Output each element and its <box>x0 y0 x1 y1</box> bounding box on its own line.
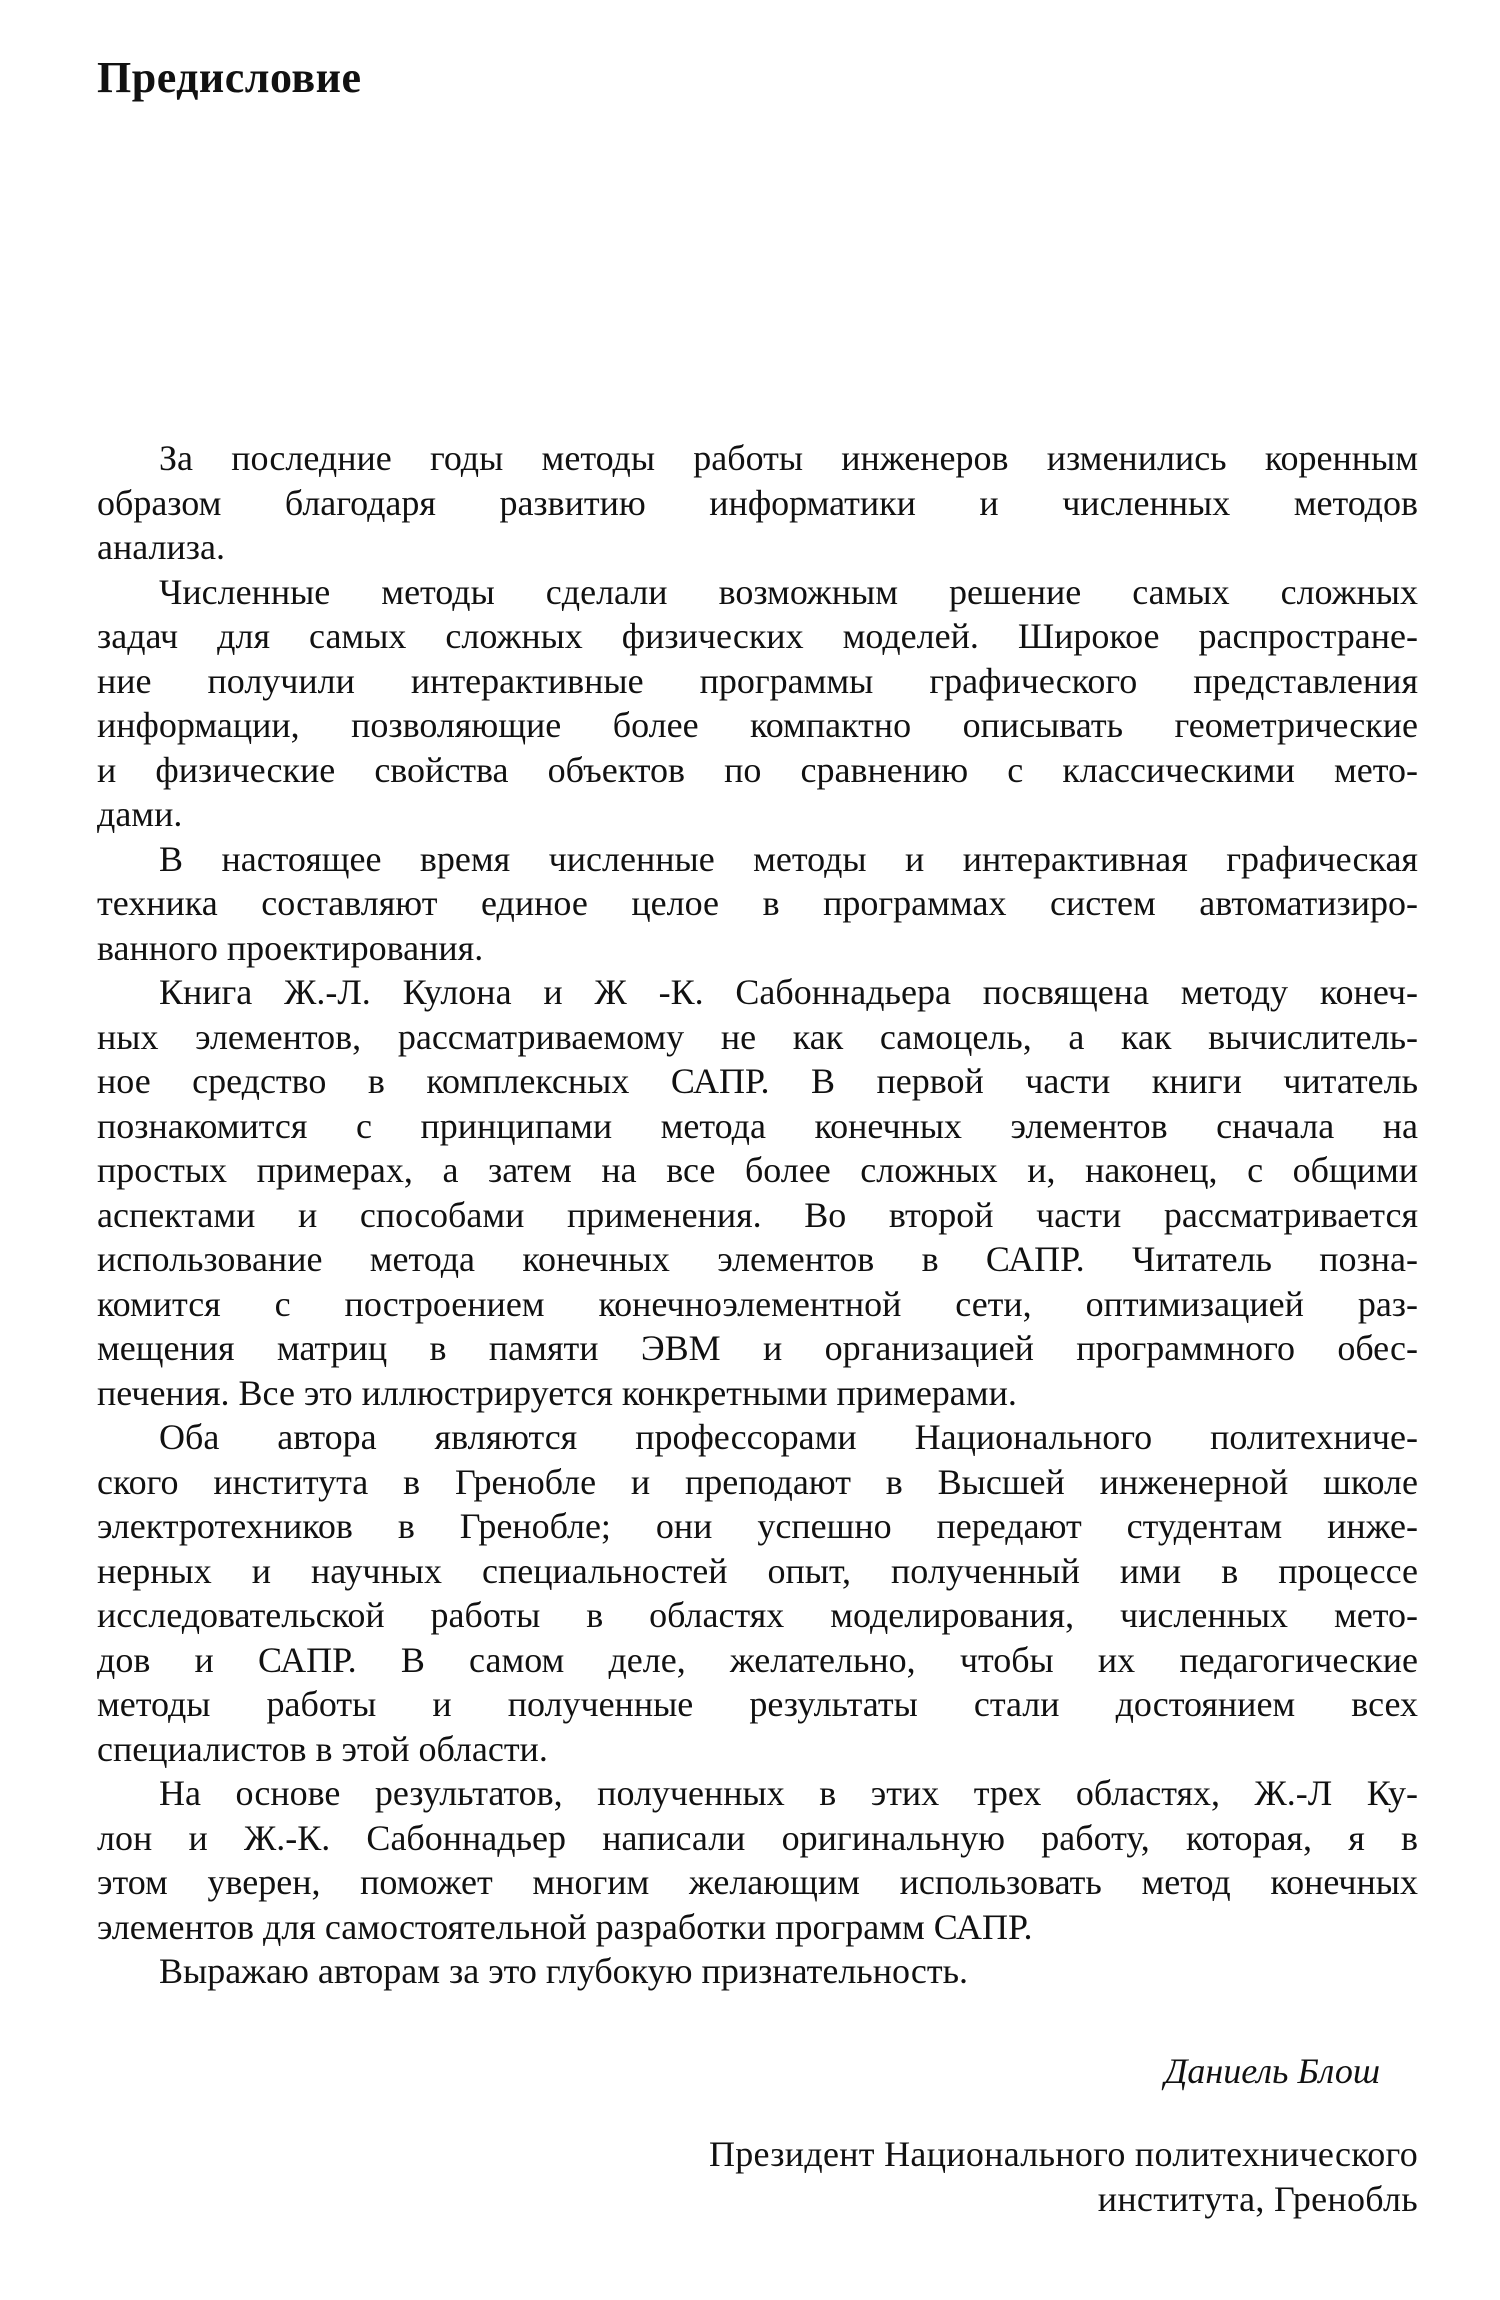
paragraph-line: нерных и научных специальностей опыт, полученный ими в процессе <box>97 1550 1418 1591</box>
paragraph-line: познакомится с принципами метода конечных элементов сначала на <box>97 1105 1418 1146</box>
paragraph-line: исследовательской работы в областях моделирования, численных мето- <box>97 1595 1418 1635</box>
paragraph-line: мещения матриц в памяти ЭВМ и организацией программного обес- <box>97 1328 1418 1368</box>
affiliation-line: института, Гренобль <box>1097 2178 1418 2219</box>
paragraph-line: В настоящее время численные методы и интерактивная графическая <box>159 838 1418 879</box>
paragraph-line: дов и САПР. В самом деле, желательно, чтобы их педагогические <box>97 1639 1418 1680</box>
paragraph-line: Численные методы сделали возможным решение самых сложных <box>159 571 1418 612</box>
paragraph-line: использование метода конечных элементов в САПР. Читатель позна- <box>97 1239 1418 1279</box>
paragraph-line: техника составляют единое целое в программах систем автоматизиро- <box>97 883 1418 923</box>
paragraph-line: комится с построением конечноэлементной сети, оптимизацией раз- <box>97 1283 1418 1324</box>
author-signature: Даниель Блош <box>1164 2051 1380 2091</box>
paragraph-line: лон и Ж.-К. Сабоннадьер написали оригинальную работу, которая, я в <box>97 1817 1418 1858</box>
preface-body <box>97 436 1418 1994</box>
paragraph-line: аспектами и способами применения. Во второй части рассматривается <box>97 1194 1418 1235</box>
paragraph-line: специалистов в этой области. <box>97 1728 548 1769</box>
paragraph-line: образом благодаря развитию информатики и численных методов <box>97 482 1418 523</box>
paragraph-line: анализа. <box>97 527 225 567</box>
author-affiliation <box>709 2132 1418 2221</box>
paragraph-line: простых примерах, а затем на все более сложных и, наконец, с общими <box>97 1150 1418 1190</box>
paragraph-line: электротехников в Гренобле; они успешно передают студентам инже- <box>97 1506 1418 1546</box>
paragraph-line: На основе результатов, полученных в этих трех областях, Ж.-Л Ку- <box>159 1773 1418 1813</box>
paragraph-line: Выражаю авторам за это глубокую признательность. <box>159 1951 968 1991</box>
paragraph-line: информации, позволяющие более компактно описывать геометрические <box>97 705 1418 745</box>
paragraph-line: задач для самых сложных физических моделей. Широкое распростране- <box>97 616 1418 656</box>
paragraph-line: ванного проектирования. <box>97 927 484 968</box>
paragraph-line: методы работы и полученные результаты стали достоянием всех <box>97 1684 1418 1724</box>
paragraph-line: За последние годы методы работы инженеров изменились коренным <box>159 438 1418 478</box>
paragraph-line: элементов для самостоятельной разработки программ САПР. <box>97 1906 1033 1947</box>
paragraph-line: ных элементов, рассматриваемому не как самоцель, а как вычислитель- <box>97 1016 1418 1057</box>
page-title: Предисловие <box>97 53 362 102</box>
paragraph-line: Книга Ж.-Л. Кулона и Ж -К. Сабоннадьера посвящена методу конеч- <box>159 972 1418 1012</box>
paragraph-line: и физические свойства объектов по сравнению с классическими мето- <box>97 749 1418 790</box>
paragraph-line: этом уверен, поможет многим желающим использовать метод конечных <box>97 1862 1418 1902</box>
paragraph-line: ние получили интерактивные программы графического представления <box>97 660 1418 701</box>
paragraph-line: ского института в Гренобле и преподают в Высшей инженерной школе <box>97 1461 1418 1502</box>
paragraph-line: дами. <box>97 794 183 834</box>
paragraph-line: ное средство в комплексных САПР. В первой части книги читатель <box>97 1061 1418 1101</box>
paragraph-line: Оба автора являются профессорами Национального политехниче- <box>159 1417 1418 1457</box>
paragraph-line: печения. Все это иллюстрируется конкретными примерами. <box>97 1372 1017 1413</box>
affiliation-line: Президент Национального политехнического <box>708 2134 1418 2174</box>
